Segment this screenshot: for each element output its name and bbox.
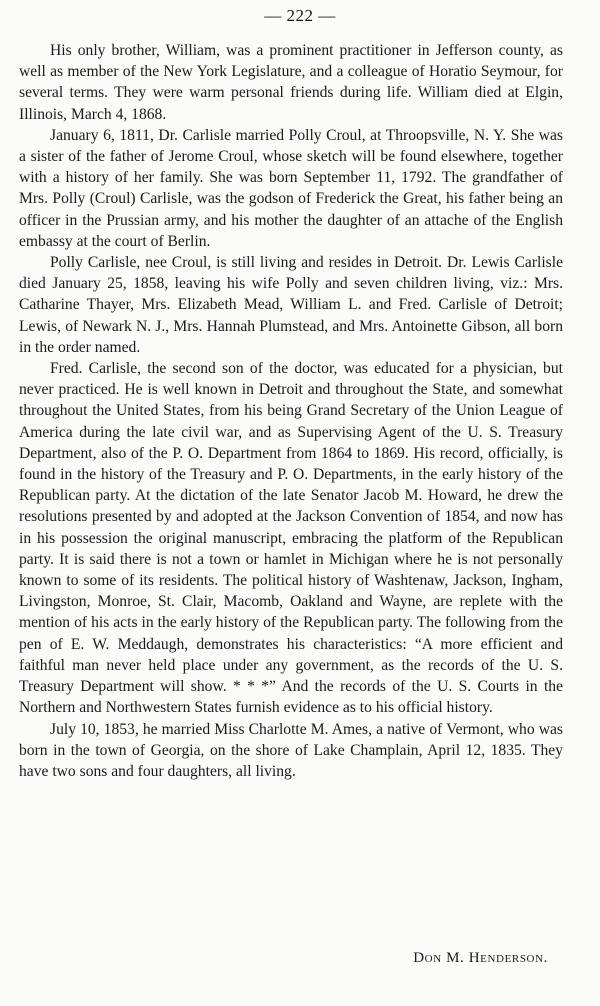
paragraph-charlotte-ames: July 10, 1853, he married Miss Charlotte M. Ames, a native of Vermont, who was born in the town of Georgia, on the shore of Lake Champlain, April 12, 1835. They have two sons and four daughters, all living. [19, 720, 563, 780]
paragraph-carlisle-family: Polly Carlisle, nee Croul, is still living and resides in Detroit. Dr. Lewis Carlisle died January 25, 1858, leaving his wife Polly and seven children living, viz.: Mrs. Catharine Thayer, Mrs. Elizabeth Mead, William L. and Fred. Carlisle of Detroit; Lewis, of Newark N. J., Mrs. Hannah Plumstead, and Mrs. Antoinette Gibson, all born in the order named. [19, 254, 563, 356]
paragraph-marriage-polly-croul: January 6, 1811, Dr. Carlisle married Polly Croul, at Throopsville, N. Y. She was a sister of the father of Jerome Croul, whose sketch will be found elsewhere, together with a history of her family. She was born September 11, 1792. The grandfather of Mrs. Polly (Croul) Carlisle, was the godson of Frederick the Great, his father being an officer in the Prussian army, and his mother the daughter of an attache of the English embassy at the court of Berlin. [19, 126, 563, 250]
body-text [19, 40, 563, 782]
author-signature: Don M. Henderson. [413, 950, 548, 966]
page-number: — 222 — [264, 6, 336, 25]
paragraph-brother-william: His only brother, William, was a prominent practitioner in Jefferson county, as well as member of the New York Legislature, and a colleague of Horatio Seymour, for several terms. They were warm personal friends during life. William died at Elgin, Illinois, March 4, 1868. [19, 42, 563, 123]
paragraph-fred-carlisle: Fred. Carlisle, the second son of the doctor, was educated for a physician, but never practiced. He is well known in Detroit and throughout the State, and somewhat throughout the United States, from his being Grand Secretary of the Union League of America during the late civil war, and as Supervising Agent of the U. S. Treasury Department, also of the P. O. Department from 1864 to 1869. His record, officially, is found in the history of the Treasury and P. O. Departments, in the early history of the Republican party. At the dictation of the late Senator Jacob M. Howard, he drew the resolutions presented by and adopted at the Jackson Convention of 1854, and now has in his possession the original manuscript, embracing the platform of the Republican party. It is said there is not a town or hamlet in Michigan where he is not personally known to some of its residents. The political history of Washtenaw, Jackson, Ingham, Livingston, Monroe, St. Clair, Macomb, Oakland and Wayne, are replete with the mention of his acts in the early history of the Republican party. The following from the pen of E. W. Meddaugh, demonstrates his characteristics: “A more efficient and faithful man never held place under any government, as the records of the U. S. Treasury Department will show. * * *” And the records of the U. S. Courts in the Northern and Northwestern States furnish evidence as to his official history. [19, 360, 563, 717]
